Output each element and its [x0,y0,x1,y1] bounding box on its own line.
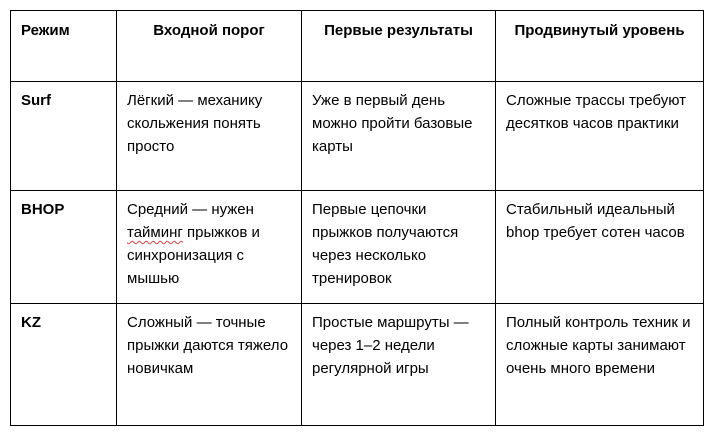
cell-mode: KZ [11,304,117,426]
cell-entry: Лёгкий — механику скольжения понять просто [117,82,302,191]
header-entry-threshold: Входной порог [117,11,302,82]
cell-advanced: Стабильный идеальный bhop требует сотен часов [496,191,704,304]
table-row [11,304,704,426]
table-row [11,82,704,191]
cell-entry-text-end: прыжков и синхронизация с мышью [127,224,260,287]
cell-entry-text-start: Средний — нужен [127,201,254,218]
header-mode: Режим [11,11,117,82]
spellcheck-marked-word[interactable]: тайминг [127,224,183,241]
cell-entry [117,191,302,304]
table-header-row [11,11,704,82]
table-row [11,191,704,304]
cell-mode: BHOP [11,191,117,304]
cell-mode: Surf [11,82,117,191]
header-advanced-level: Продвинутый уровень [496,11,704,82]
document-page [10,10,704,426]
cell-entry: Сложный — точные прыжки даются тяжело новичкам [117,304,302,426]
cell-advanced: Полный контроль техник и сложные карты занимают очень много времени [496,304,704,426]
comparison-table [10,10,704,426]
cell-first: Первые цепочки прыжков получаются через несколько тренировок [302,191,496,304]
cell-first: Простые маршруты — через 1–2 недели регулярной игры [302,304,496,426]
cell-first: Уже в первый день можно пройти базовые карты [302,82,496,191]
header-first-results: Первые результаты [302,11,496,82]
cell-advanced: Сложные трассы требуют десятков часов практики [496,82,704,191]
